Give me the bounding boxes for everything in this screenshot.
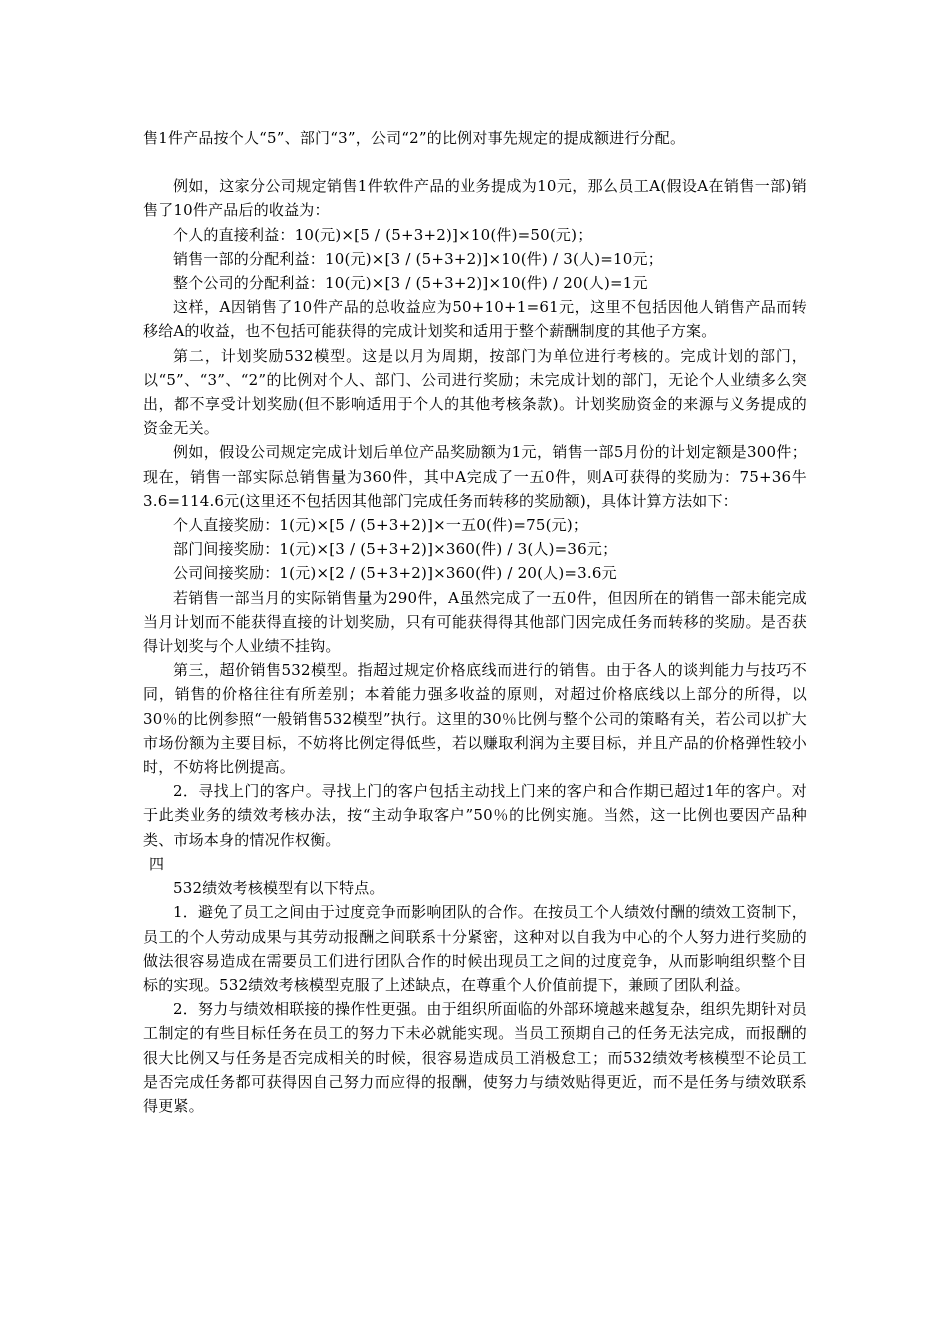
formula-department-benefit: 销售一部的分配利益：10(元)×[3 / (5+3+2)]×10(件) / 3(人)=10元； (173, 249, 663, 268)
formula-company-benefit: 整个公司的分配利益：10(元)×[3 / (5+3+2)]×10(件) / 20(人)=1元 (173, 274, 648, 293)
formula-personal-direct-reward: 个人直接奖励：1(元)×[5 / (5+3+2)]×一五0(件)=75(元)； (173, 516, 589, 535)
document-body (143, 126, 807, 1118)
paragraph-intro-continuation: 售1件产品按个人“5”、部门“3”，公司“2”的比例对事先规定的提成额进行分配。 (143, 129, 686, 147)
formula-company-indirect-reward: 公司间接奖励：1(元)×[2 / (5+3+2)]×360(件) / 20(人)=3.6元 (173, 564, 617, 583)
paragraph-model-features-intro: 532绩效考核模型有以下特点。 (173, 879, 385, 898)
formula-personal-direct-benefit: 个人的直接利益：10(元)×[5 / (5+3+2)]×10(件)=50(元)； (173, 225, 593, 244)
paragraph-premium-sales-model: 第三，超价销售532模型。指超过规定价格底线而进行的销售。由于各人的谈判能力与技巧不同，销售的价格往往有所差别；本着能力强多收益的原则，对超过价格底线以上部分的所得，以30％的比例参照“一般销售532模型”执行。这里的30％比例与整个公司的策略有关，若公司以扩大市场份额为主要目标，不妨将比例定得低些，若以赚取利润为主要目标，并且产品的价格弹性较小时，不妨将比例提高。 (143, 661, 807, 777)
paragraph-feature-effort-performance: 2．努力与绩效相联接的操作性更强。由于组织所面临的外部环境越来越复杂，组织先期针对员工制定的有些目标任务在员工的努力下未必就能实现。当员工预期自己的任务无法完成，而报酬的很大比例又与任务是否完成相关的时候，很容易造成员工消极怠工；而532绩效考核模型不论员工是否完成任务都可获得因自己努力而应得的报酬，使努力与绩效贴得更近，而不是任务与绩效联系得更紧。 (143, 1000, 807, 1115)
paragraph-example-sales: 例如，这家分公司规定销售1件软件产品的业务提成为10元，那么员工A(假设A在销售一部)销售了10件产品后的收益为： (143, 177, 807, 220)
paragraph-unfinished-plan: 若销售一部当月的实际销售量为290件，A虽然完成了一五0件，但因所在的销售一部未能完成当月计划而不能获得直接的计划奖励，只有可能获得得其他部门因完成任务而转移的奖励。是否获得计划奖与个人业绩不挂钩。 (143, 588, 807, 656)
section-heading-four: 四 (149, 854, 165, 873)
paragraph-plan-reward-example: 例如，假设公司规定完成计划后单位产品奖励额为1元，销售一部5月份的计划定额是300件；现在，销售一部实际总销售量为360件，其中A完成了一五0件，则A可获得的奖励为：75+36牛3.6=114.6元(这里还不包括因其他部门完成任务而转移的奖励额)，具体计算方法如下： (143, 443, 807, 510)
paragraph-plan-reward-model: 第二，计划奖励532模型。这是以月为周期，按部门为单位进行考核的。完成计划的部门，以“5”、“3”、“2”的比例对个人、部门、公司进行奖励；未完成计划的部门，无论个人业绩多么突出，都不享受计划奖励(但不影响适用于个人的其他考核条款)。计划奖励资金的来源与义务提成的资金无关。 (143, 346, 807, 438)
paragraph-total-income: 这样，A因销售了10件产品的总收益应为50+10+1=61元，这里不包括因他人销售产品而转移给A的收益，也不包括可能获得的完成计划奖和适用于整个薪酬制度的其他子方案。 (143, 298, 807, 341)
paragraph-feature-team-cooperation: 1．避免了员工之间由于过度竞争而影响团队的合作。在按员工个人绩效付酬的绩效工资制下，员工的个人劳动成果与其劳动报酬之间联系十分紧密，这种对以自我为中心的个人努力进行奖励的做法很容易造成在需要员工们进行团队合作的时候出现员工之间的过度竞争，从而影响组织整个目标的实现。532绩效考核模型克服了上述缺点，在尊重个人价值前提下，兼顾了团队利益。 (143, 903, 807, 994)
formula-department-indirect-reward: 部门间接奖励：1(元)×[3 / (5+3+2)]×360(件) / 3(人)=36元； (173, 540, 618, 559)
paragraph-walk-in-customers: 2．寻找上门的客户。寻找上门的客户包括主动找上门来的客户和合作期已超过1年的客户。对于此类业务的绩效考核办法，按“主动争取客户”50％的比例实施。当然，这一比例也要因产品种类、市场本身的情况作权衡。 (143, 782, 807, 849)
